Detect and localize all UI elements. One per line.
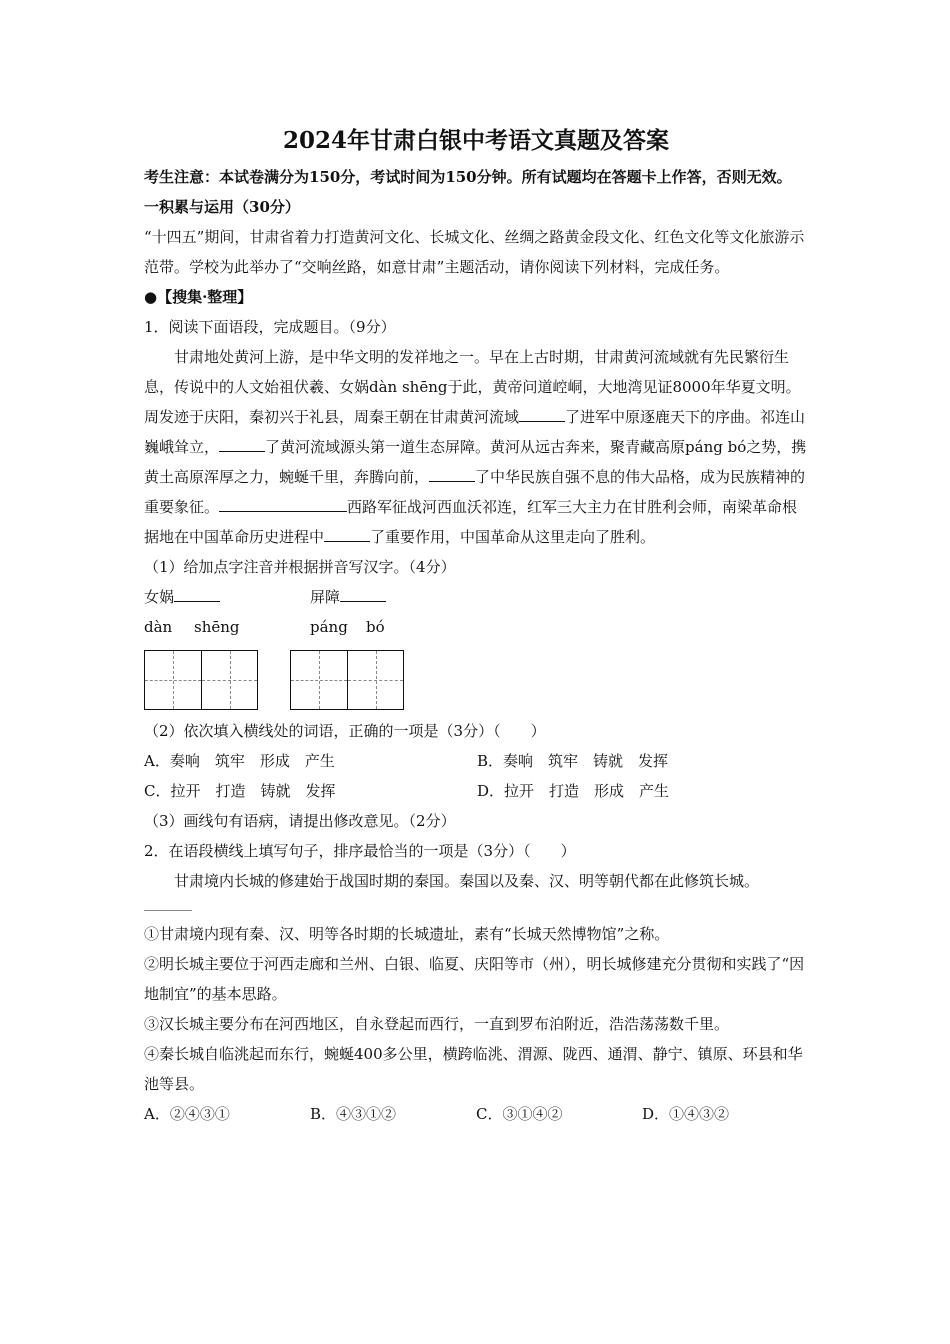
q2-item-2: ②明长城主要位于河西走廊和兰州、白银、临夏、庆阳等市（州），明长城修建充分贯彻和实践了“因地制宜”的基本思路。	[144, 955, 805, 1003]
fill-blank	[519, 403, 565, 422]
writing-cell[interactable]	[347, 651, 403, 709]
word-item	[144, 582, 310, 612]
fill-blank	[324, 523, 370, 542]
sub-heading: ●【搜集·整理】	[144, 288, 253, 306]
option-b[interactable]: B．奏响 筑牢 铸就 发挥	[477, 752, 669, 770]
passage-part: 了黄河流域源头第一道生态屏障。黄河从远古奔来，聚青藏高原páng bó之势，携黄土高原浑厚之力，蜿蜒千里，奔腾向前，	[144, 438, 807, 486]
options-row	[144, 1099, 808, 1129]
option-a[interactable]: A．②④③①	[144, 1105, 230, 1123]
page-title: 2024年甘肃白银中考语文真题及答案	[282, 127, 669, 154]
writing-cell[interactable]	[291, 651, 347, 709]
fill-blank	[429, 463, 475, 482]
pinyin-text: shēng	[194, 618, 240, 636]
q1-passage	[144, 342, 808, 552]
word-text: 女娲	[144, 588, 175, 606]
q2-item-4: ④秦长城自临洮起而东行，蜿蜒400多公里，横跨临洮、渭源、陇西、通渭、静宁、镇原、环县和华池等县。	[144, 1045, 803, 1093]
answer-blank	[340, 583, 386, 602]
passage-part: 了中华民族自强不息的伟大品格，成为民族精神的重要象征。	[144, 468, 806, 516]
answer-line	[144, 910, 192, 911]
q2-passage: 甘肃境内长城的修建始于战国时期的秦国。秦国以及秦、汉、明等朝代都在此修筑长城。	[174, 872, 760, 890]
q2-item-3: ③汉长城主要分布在河西地区，自永登起而西行，一直到罗布泊附近，浩浩荡荡数千里。	[144, 1015, 730, 1033]
fill-blank	[219, 433, 265, 452]
q1-sub1: （1）给加点字注音并根据拼音写汉字。（4分）	[144, 558, 456, 576]
options-row	[144, 746, 808, 776]
passage-part: 甘肃地处黄河上游，是中华文明的发祥地之一。早在上古时期，甘肃黄河流域就有先民繁衍生息，传说中的人文始祖伏羲、女娲dàn shēng于此，黄帝问道崆峒，大地湾见证8000年华夏文明。周发迹于庆阳，秦初兴于礼县，周秦王朝在甘肃黄河流域	[144, 348, 801, 426]
writing-box-group[interactable]	[290, 650, 404, 710]
pinyin-text: bó	[366, 618, 385, 636]
section-heading: 一积累与运用（30分）	[144, 198, 300, 216]
writing-box-group[interactable]	[144, 650, 258, 710]
q1-sub2: （2）依次填入横线处的词语，正确的一项是（3分）（ ）	[144, 722, 546, 740]
option-c[interactable]: C．③①④②	[476, 1105, 563, 1123]
writing-cell[interactable]	[201, 651, 257, 709]
options-row	[144, 776, 808, 806]
q1-sub3: （3）画线句有语病，请提出修改意见。（2分）	[144, 812, 456, 830]
option-a[interactable]: A．奏响 筑牢 形成 产生	[144, 752, 335, 770]
word-row	[144, 582, 808, 612]
q2-item-1: ①甘肃境内现有秦、汉、明等各时期的长城遗址，素有“长城天然博物馆”之称。	[144, 925, 670, 943]
option-c[interactable]: C．拉开 打造 铸就 发挥	[144, 782, 336, 800]
pinyin-row	[144, 612, 808, 642]
q2-stem: 2．在语段横线上填写句子，排序最恰当的一项是（3分）（ ）	[144, 842, 576, 860]
writing-grids	[144, 650, 808, 710]
option-b[interactable]: B．④③①②	[310, 1105, 397, 1123]
intro-paragraph: “十四五”期间，甘肃省着力打造黄河文化、长城文化、丝绸之路黄金段文化、红色文化等文化旅游示范带。学校为此举办了“交响丝路，如意甘肃”主题活动，请你阅读下列材料，完成任务。	[144, 228, 805, 276]
exam-notice: 考生注意：本试卷满分为150分，考试时间为150分钟。所有试题均在答题卡上作答，否则无效。	[144, 168, 792, 186]
answer-blank	[174, 583, 220, 602]
pinyin-text: dàn	[144, 618, 173, 636]
word-text: 屏障	[310, 588, 341, 606]
writing-cell[interactable]	[145, 651, 201, 709]
passage-part: 了进军中原逐鹿天下的序曲。祁连山巍峨耸立，	[144, 408, 806, 456]
exam-content	[144, 124, 808, 1129]
underlined-sentence-blank	[219, 493, 347, 512]
passage-part: 西路军征战河西血沃祁连，红军三大主力在甘胜利会师，南梁革命根据地在中国革命历史进程中	[144, 498, 798, 546]
option-d[interactable]: D．①④③②	[642, 1105, 730, 1123]
word-item	[310, 588, 386, 606]
pinyin-text: páng	[310, 618, 348, 636]
passage-part: 了重要作用，中国革命从这里走向了胜利。	[370, 528, 656, 546]
q1-stem: 1．阅读下面语段，完成题目。（9分）	[144, 318, 396, 336]
option-d[interactable]: D．拉开 打造 形成 产生	[477, 782, 670, 800]
